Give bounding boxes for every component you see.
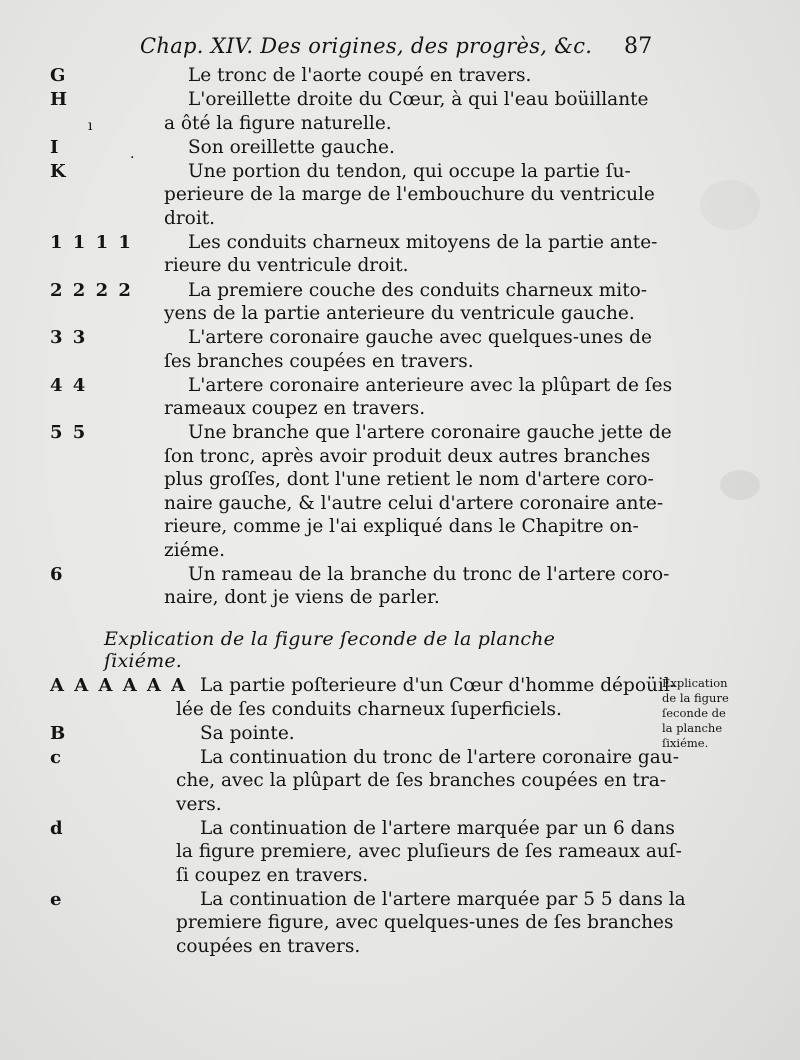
entry-line: perieure de la marge de l'embouchure du ventricule — [164, 184, 655, 206]
entry-line: droit. — [164, 207, 216, 229]
entry-line: L'artere coronaire gauche avec quelques-unes de — [188, 327, 652, 349]
entry-text — [164, 421, 672, 562]
section-heading: Explication de la figure ſeconde de la planche ſixiéme. — [104, 628, 556, 672]
entry-text — [176, 674, 676, 721]
entry-label: H — [50, 89, 70, 111]
entry-text — [164, 88, 652, 135]
entry-line: rieure du ventricule droit. — [164, 255, 409, 277]
entry-line: L'oreillette droite du Cœur, à qui l'eau boüillante — [188, 89, 649, 111]
entry-text — [164, 279, 652, 326]
page-stain — [720, 470, 760, 500]
entry-line: Une branche que l'artere coronaire gauche jette de — [188, 422, 672, 444]
entry-line: naire gauche, & l'autre celui d'artere coronaire ante- — [164, 492, 664, 514]
entry-line: ſes branches coupées en travers. — [164, 350, 474, 372]
margin-note-line: ſixiéme. — [662, 736, 709, 750]
entry-label: I — [50, 136, 61, 158]
entry-label: 2 2 2 2 — [50, 279, 133, 301]
ink-mark: . — [130, 146, 135, 162]
entry-line: che, avec la plûpart de ſes branches coupées en tra- — [176, 770, 667, 792]
entry-line: ſi coupez en travers. — [176, 864, 369, 886]
entry-text — [176, 817, 682, 888]
entry-line: lée de ſes conduits charneux ſuperficiels. — [176, 698, 562, 720]
entry-label: 3 3 — [50, 327, 88, 349]
entry-text — [164, 64, 652, 88]
margin-note-line: ſeconde de — [662, 706, 726, 720]
entry-label: K — [50, 160, 68, 182]
entry-text — [164, 374, 673, 421]
entry-line: La partie poſterieure d'un Cœur d'homme dépoüil- — [200, 675, 676, 696]
entry-line: ziéme. — [164, 539, 225, 561]
entry-line: a ôté la figure naturelle. — [164, 112, 392, 134]
chapter-title: Chap. XIV. Des origines, des progrès, &c. — [140, 34, 593, 58]
entry-line: Le tronc de l'aorte coupé en travers. — [188, 65, 532, 86]
entry-label: A A A A A A — [50, 675, 188, 696]
entry-line: vers. — [176, 793, 222, 815]
entry-label: d — [50, 817, 65, 839]
entry-line: Les conduits charneux mitoyens de la partie ante- — [188, 231, 658, 253]
entry-line: Son oreillette gauche. — [188, 136, 395, 158]
entry-line: rieure, comme je l'ai expliqué dans le Chapitre on- — [164, 516, 639, 538]
entry-text — [176, 722, 652, 746]
entry-line: coupées en travers. — [176, 935, 361, 957]
entry-line: la figure premiere, avec pluſieurs de ſes rameaux auſ- — [176, 841, 682, 863]
margin-note-line: Explication — [662, 676, 728, 690]
entry-line: rameaux coupez en travers. — [164, 398, 426, 420]
entry-label: 5 5 — [50, 422, 88, 444]
margin-note-line: de la figure — [662, 691, 729, 705]
entry-line: premiere figure, avec quelques-unes de ſes branches — [176, 912, 674, 934]
entry-text — [164, 326, 652, 373]
entry-line: La premiere couche des conduits charneux mito- — [188, 279, 648, 301]
entry-label: 1 1 1 1 — [50, 231, 133, 253]
entry-text — [164, 563, 670, 610]
running-header — [140, 34, 660, 58]
entry-text — [164, 136, 652, 160]
page-number: 87 — [624, 34, 653, 59]
entry-line: La continuation de l'artere marquée par un 6 dans — [200, 817, 675, 839]
entry-line: Un rameau de la branche du tronc de l'artere coro- — [188, 563, 670, 585]
page-stain — [700, 180, 760, 230]
entry-line: L'artere coronaire anterieure avec la plûpart de ſes — [188, 374, 673, 396]
entry-text — [176, 746, 679, 817]
entry-line: yens de la partie anterieure du ventricule gauche. — [164, 303, 635, 324]
entry-label: e — [50, 888, 64, 910]
entry-line: plus groſſes, dont l'une retient le nom d'artere coro- — [164, 469, 654, 491]
entry-text — [176, 888, 686, 959]
entry-label: G — [50, 65, 68, 86]
entry-label: 4 4 — [50, 374, 88, 396]
entry-line: La continuation de l'artere marquée par 5 5 dans la — [200, 888, 686, 910]
entry-line: Une portion du tendon, qui occupe la partie ſu- — [188, 160, 631, 182]
entry-line: Sa pointe. — [200, 722, 295, 744]
entry-text — [164, 231, 658, 278]
entry-label: B — [50, 722, 68, 744]
entry-line: naire, dont je viens de parler. — [164, 587, 440, 609]
entry-label: c — [50, 746, 63, 768]
ink-mark: ı — [88, 118, 93, 134]
entry-label: 6 — [50, 563, 65, 585]
margin-note-line: la planche — [662, 721, 723, 735]
entry-text — [164, 160, 655, 231]
entry-line: La continuation du tronc de l'artere coronaire gau- — [200, 746, 679, 768]
entry-line: ſon tronc, après avoir produit deux autres branches — [164, 445, 651, 467]
